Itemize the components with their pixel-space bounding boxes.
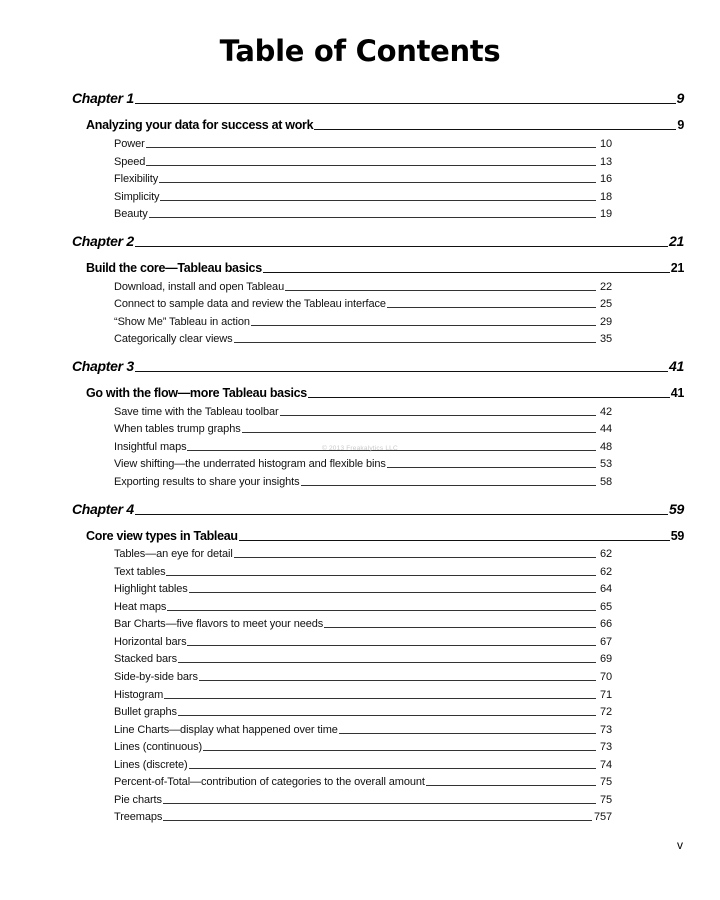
toc-entry[interactable] [114,636,612,648]
entry-page: 22 [599,281,612,293]
toc-entry[interactable] [114,794,612,806]
toc-entry[interactable] [114,298,612,310]
entry-page: 58 [599,476,612,488]
toc-entry[interactable] [114,281,612,293]
leader-line [251,325,596,326]
entry-label: Flexibility [114,173,159,185]
toc-entry[interactable] [114,173,612,185]
entry-page: 66 [599,618,612,630]
leader-line [234,557,596,558]
toc-chapter-4[interactable] [72,501,684,517]
entry-page: 53 [599,458,612,470]
entry-page: 73 [599,741,612,753]
page-title: Table of Contents [219,34,501,68]
toc-entry[interactable] [114,406,612,418]
chapter-page: 21 [669,233,684,249]
toc-entry[interactable] [114,671,612,683]
entry-page: 757 [593,811,612,823]
entry-page: 75 [599,776,612,788]
leader-line [242,432,596,433]
entry-page: 62 [599,566,612,578]
entry-label: Side-by-side bars [114,671,198,683]
toc-entry[interactable] [114,618,612,630]
leader-line [234,342,596,343]
entry-page: 65 [599,601,612,613]
leader-line [167,610,596,611]
page-number: v [677,838,683,852]
leader-line [159,182,596,183]
section-label: Analyzing your data for success at work [86,118,314,132]
entry-page: 42 [599,406,612,418]
leader-line [387,467,596,468]
leader-line [178,715,596,716]
toc-entry[interactable] [114,759,612,771]
leader-line [426,785,596,786]
toc-entry[interactable] [114,741,612,753]
toc-section[interactable] [86,386,684,400]
section-page: 21 [670,261,684,275]
toc-entry[interactable] [114,706,612,718]
entry-label: Categorically clear views [114,333,233,345]
chapter-label: Chapter 3 [72,358,134,374]
entry-page: 71 [599,689,612,701]
toc-entry[interactable] [114,689,612,701]
section-label: Core view types in Tableau [86,529,238,543]
section-page: 41 [670,386,684,400]
leader-line [301,485,596,486]
toc-entry[interactable] [114,653,612,665]
entry-label: Treemaps [114,811,163,823]
entry-label: Exporting results to share your insights [114,476,300,488]
chapter-label: Chapter 1 [72,90,134,106]
entry-label: Power [114,138,145,150]
section-page: 9 [677,118,684,132]
leader-line [308,397,670,398]
entry-label: Download, install and open Tableau [114,281,285,293]
entry-page: 74 [599,759,612,771]
leader-line [387,307,596,308]
leader-line [164,698,596,699]
chapter-label: Chapter 2 [72,233,134,249]
entry-label: Beauty [114,208,148,220]
entry-page: 64 [599,583,612,595]
entry-label: Tables—an eye for detail [114,548,233,560]
entry-label: When tables trump graphs [114,423,241,435]
chapter-page: 59 [669,501,684,517]
entry-page: 29 [599,316,612,328]
entry-label: Bar Charts—five flavors to meet your needs [114,618,324,630]
section-page: 59 [670,529,684,543]
toc-chapter-3[interactable] [72,358,684,374]
section-label: Go with the flow—more Tableau basics [86,386,307,400]
entry-page: 67 [599,636,612,648]
entry-label: Horizontal bars [114,636,187,648]
toc-entry[interactable] [114,548,612,560]
entry-page: 72 [599,706,612,718]
toc-entry[interactable] [114,333,612,345]
entry-page: 25 [599,298,612,310]
leader-line [280,415,596,416]
leader-line [199,680,596,681]
entry-label: Stacked bars [114,653,178,665]
toc-entry[interactable] [114,138,612,150]
entry-page: 70 [599,671,612,683]
entry-label: Line Charts—display what happened over time [114,724,338,736]
entry-page: 13 [599,156,612,168]
toc-entry[interactable] [114,601,612,613]
toc-section[interactable] [86,529,684,543]
leader-line [146,165,596,166]
entry-label: Highlight tables [114,583,188,595]
entry-page: 35 [599,333,612,345]
leader-line [339,733,596,734]
toc-entry[interactable] [114,566,612,578]
leader-line [187,645,596,646]
leader-line [149,217,596,218]
entry-label: Insightful maps [114,441,187,453]
entry-label: Simplicity [114,191,160,203]
entry-label: Connect to sample data and review the Tableau interface [114,298,386,310]
entry-label: Lines (discrete) [114,759,188,771]
leader-line [135,371,668,372]
entry-label: Text tables [114,566,166,578]
entry-label: Histogram [114,689,164,701]
entry-label: Speed [114,156,146,168]
chapter-page: 9 [676,90,684,106]
toc-section[interactable] [86,261,684,275]
leader-line [135,103,676,104]
leader-line [166,575,596,576]
leader-line [263,272,670,273]
entry-label: Pie charts [114,794,162,806]
toc-entry[interactable] [114,156,612,168]
leader-line [324,627,596,628]
entry-label: Bullet graphs [114,706,177,718]
leader-line [146,147,596,148]
toc-entry[interactable] [114,724,612,736]
leader-line [135,514,668,515]
toc-entry[interactable] [114,458,612,470]
toc-entry[interactable] [114,316,612,328]
toc-entry[interactable] [114,811,612,823]
leader-line [160,200,596,201]
entry-page: 18 [599,191,612,203]
entry-page: 48 [599,441,612,453]
entry-page: 73 [599,724,612,736]
toc-entry[interactable] [114,776,612,788]
leader-line [189,592,596,593]
toc-entry[interactable] [114,476,612,488]
toc-entry[interactable] [114,208,612,220]
leader-line [178,662,596,663]
toc-chapter-1[interactable] [72,90,684,106]
entry-page: 10 [599,138,612,150]
entry-page: 19 [599,208,612,220]
entry-label: Lines (continuous) [114,741,203,753]
section-label: Build the core—Tableau basics [86,261,262,275]
leader-line [163,803,596,804]
toc-entry[interactable] [114,583,612,595]
chapter-page: 41 [669,358,684,374]
chapter-label: Chapter 4 [72,501,134,517]
toc-entry[interactable] [114,423,612,435]
entry-label: Heat maps [114,601,167,613]
entry-label: View shifting—the underrated histogram and flexible bins [114,458,386,470]
entry-page: 75 [599,794,612,806]
leader-line [189,768,596,769]
leader-line [135,246,668,247]
leader-line [239,540,670,541]
leader-line [285,290,596,291]
entry-page: 44 [599,423,612,435]
toc-section[interactable] [86,118,684,132]
leader-line [314,129,676,130]
toc-chapter-2[interactable] [72,233,684,249]
entry-page: 62 [599,548,612,560]
entry-page: 16 [599,173,612,185]
leader-line [203,750,596,751]
entry-label: Save time with the Tableau toolbar [114,406,279,418]
entry-page: 69 [599,653,612,665]
toc-entry[interactable] [114,191,612,203]
entry-label: Percent-of-Total—contribution of categories to the overall amount [114,776,425,788]
leader-line [163,820,592,821]
entry-label: “Show Me” Tableau in action [114,316,250,328]
copyright-watermark: © 2013 Freakalytics LLC [322,445,398,452]
